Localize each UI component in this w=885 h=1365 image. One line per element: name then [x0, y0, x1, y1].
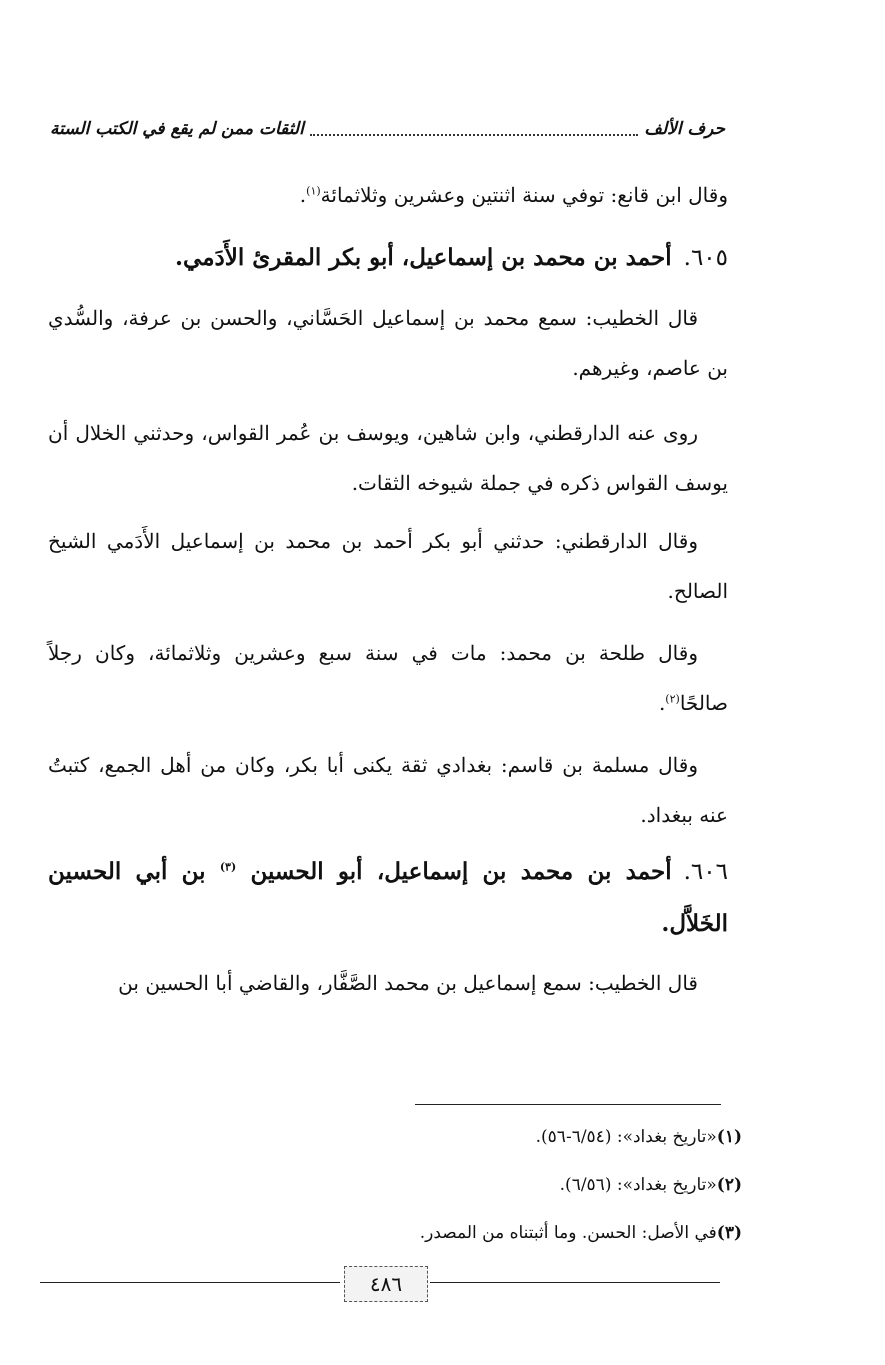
entry-number-605: ٦٠٥.	[683, 245, 728, 271]
bottom-rule-right	[430, 1282, 720, 1283]
entry-title-605: أحمد بن محمد بن إسماعيل، أبو بكر المقرئ الأَدَمي.	[175, 244, 672, 271]
footnote-text: في الأصل: الحسن. وما أثبتناه من المصدر.	[419, 1223, 717, 1243]
footnote-marker-3: (٣)	[219, 860, 237, 874]
paragraph-narrators-605: روى عنه الدارقطني، وابن شاهين، ويوسف بن عُمر القواس، وحدثني الخلال أن يوسف القواس ذكره في جملة شيوخه الثقات.	[48, 421, 728, 495]
entry-heading-605	[48, 232, 728, 284]
footnote-text: «تاريخ بغداد»: (٦/٥٤-٥٦).	[535, 1127, 717, 1147]
paragraph-khatib-606: قال الخطيب: سمع إسماعيل بن محمد الصَّفَّار، والقاضي أبا الحسين بن	[118, 971, 698, 995]
entry-title-606-a: أحمد بن محمد بن إسماعيل، أبو الحسين	[250, 858, 672, 885]
paragraph-maslama-605: وقال مسلمة بن قاسم: بغدادي ثقة يكنى أبا بكر، وكان من أهل الجمع، كتبتُ عنه ببغداد.	[48, 753, 728, 827]
entry-title-606-b: بن أبي الحسين الخَلاَّل.	[48, 858, 728, 937]
header-chapter: حرف الألف	[644, 119, 725, 139]
footnote-1	[300, 1124, 742, 1150]
running-header	[50, 112, 725, 146]
paragraph-ibn-qani: وقال ابن قانع: توفي سنة اثنتين وعشرين وثلاثمائة$^{(١)}$.	[299, 183, 728, 207]
entry-number-606: ٦٠٦.	[683, 859, 728, 885]
footnote-marker-1: (١)	[306, 184, 321, 198]
footnote-text: «تاريخ بغداد»: (٦/٥٦).	[559, 1175, 717, 1195]
entry-heading-606	[48, 846, 728, 950]
footnote-marker-2: (٢)	[665, 692, 680, 706]
footnote-number: (٣)	[716, 1223, 742, 1243]
paragraph-khatib-605: قال الخطيب: سمع محمد بن إسماعيل الحَسَّاني، والحسن بن عرفة، والسُّدي بن عاصم، وغيرهم.	[48, 306, 728, 380]
header-book-title: الثقات ممن لم يقع في الكتب الستة	[50, 119, 304, 139]
bottom-rule-left	[40, 1282, 340, 1283]
footnote-number: (١)	[716, 1127, 742, 1147]
footnote-number: (٢)	[716, 1175, 742, 1195]
header-dots	[310, 122, 639, 136]
paragraph-daraqutni-605: وقال الدارقطني: حدثني أبو بكر أحمد بن محمد بن إسماعيل الأَدَمي الشيخ الصالح.	[48, 529, 728, 603]
page-number: ٤٨٦	[344, 1266, 428, 1302]
paragraph-talha-605: وقال طلحة بن محمد: مات في سنة سبع وعشرين وثلاثمائة، وكان رجلاً صالحًا$^{(٢)}$.	[48, 641, 728, 715]
footnote-2	[300, 1172, 742, 1198]
footnote-separator	[415, 1104, 721, 1105]
footnote-3	[300, 1220, 742, 1246]
